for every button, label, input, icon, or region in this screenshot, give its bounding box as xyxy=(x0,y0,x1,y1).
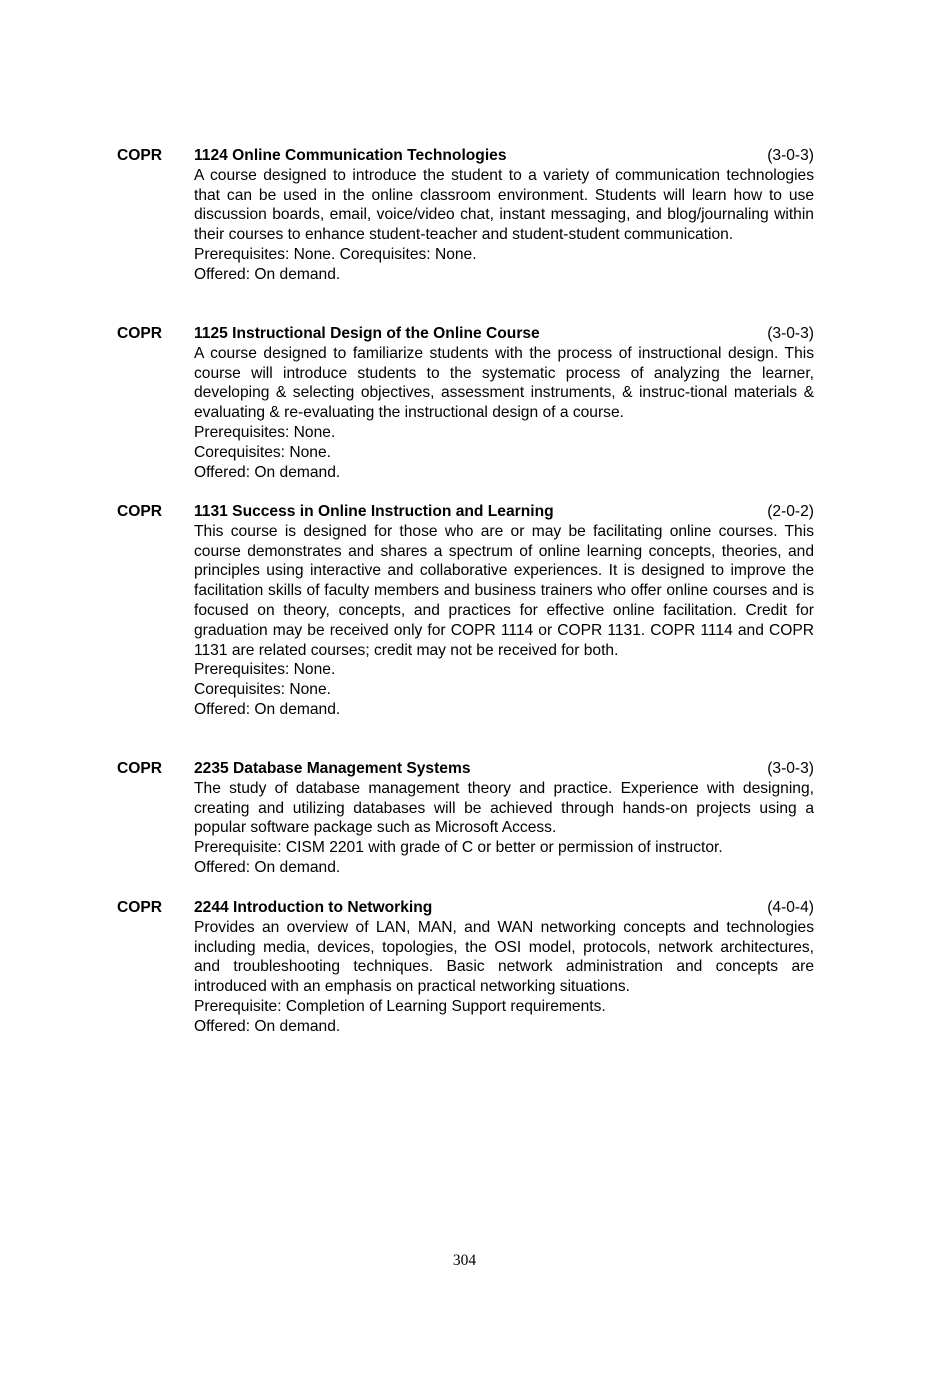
page-number: 304 xyxy=(452,1252,477,1269)
course-entry-1125 xyxy=(117,324,814,482)
course-credits: (2-0-2) xyxy=(767,503,814,520)
course-prerequisites: Prerequisite: Completion of Learning Support requirements. xyxy=(194,997,606,1015)
course-credits: (3-0-3) xyxy=(767,325,814,342)
course-dept: COPR xyxy=(117,760,163,777)
course-header xyxy=(194,324,814,344)
course-dept: COPR xyxy=(117,899,163,916)
course-body xyxy=(194,759,814,878)
course-offered: Offered: On demand. xyxy=(194,700,341,718)
course-offered: Offered: On demand. xyxy=(194,463,341,481)
course-dept: COPR xyxy=(117,325,163,342)
course-body xyxy=(194,146,814,285)
course-dept: COPR xyxy=(117,147,163,164)
course-entry-1131 xyxy=(117,502,814,720)
course-header xyxy=(194,146,814,166)
course-corequisites: Corequisites: None. xyxy=(194,681,331,699)
course-credits: (3-0-3) xyxy=(767,147,814,164)
course-body xyxy=(194,502,814,720)
course-title: 1131 Success in Online Instruction and Learning xyxy=(194,503,554,520)
course-prerequisites: Prerequisite: CISM 2201 with grade of C or better or permission of instructor. xyxy=(194,839,723,857)
course-header xyxy=(194,898,814,918)
course-offered: Offered: On demand. xyxy=(194,858,341,876)
course-description: A course designed to introduce the student to a variety of communication technologies that can be used in the online classroom environment. Students will learn how to use discussion boards, email, voice/video chat, instant messaging, and blog/journaling within their courses to enhance student-teacher and student-student communication. xyxy=(194,166,814,244)
course-corequisites: Corequisites: None. xyxy=(194,443,331,461)
course-body xyxy=(194,324,814,482)
course-entry-1124 xyxy=(117,146,814,285)
course-description: A course designed to familiarize students with the process of instructional design. This course will introduce students to the systematic process of analyzing the learner, developing & selecting objectives, assessment instruments, & instruc-tional materials & evaluating & re-evaluating the instructional design of a course. xyxy=(194,344,814,422)
course-dept: COPR xyxy=(117,503,163,520)
course-prerequisites: Prerequisites: None. Corequisites: None. xyxy=(194,245,477,263)
course-description: This course is designed for those who are or may be facilitating online courses. This course demonstrates and shares a spectrum of online learning concepts, theories, and principles using interactive and collaborative experiences. It is designed to improve the facilitation skills of faculty members and business trainers who offer online courses and is focused on theory, concepts, and practices for effective online facilitation. Credit for graduation may be received only for COPR 1114 or COPR 1131. COPR 1114 and COPR 1131 are related courses; credit may not be received for both. xyxy=(194,522,814,659)
course-offered: Offered: On demand. xyxy=(194,1017,341,1035)
course-title: 2244 Introduction to Networking xyxy=(194,899,433,916)
course-prerequisites: Prerequisites: None. xyxy=(194,423,336,441)
course-title: 1124 Online Communication Technologies xyxy=(194,147,507,164)
course-offered: Offered: On demand. xyxy=(194,265,341,283)
course-credits: (4-0-4) xyxy=(767,899,814,916)
course-title: 2235 Database Management Systems xyxy=(194,760,471,777)
course-description: Provides an overview of LAN, MAN, and WAN networking concepts and technologies including media, devices, topologies, the OSI model, protocols, network architectures, and troubleshooting techniques. Basic network administration and concepts are introduced with an emphasis on practical networking situations. xyxy=(194,918,814,996)
course-entry-2235 xyxy=(117,759,814,878)
course-title: 1125 Instructional Design of the Online Course xyxy=(194,325,540,342)
course-prerequisites: Prerequisites: None. xyxy=(194,661,336,679)
course-description: The study of database management theory and practice. Experience with designing, creating and utilizing databases will be achieved through hands-on projects using a popular software package such as Microsoft Access. xyxy=(194,779,814,837)
course-entry-2244 xyxy=(117,898,814,1037)
course-credits: (3-0-3) xyxy=(767,760,814,777)
course-header xyxy=(194,502,814,522)
course-header xyxy=(194,759,814,779)
course-body xyxy=(194,898,814,1037)
